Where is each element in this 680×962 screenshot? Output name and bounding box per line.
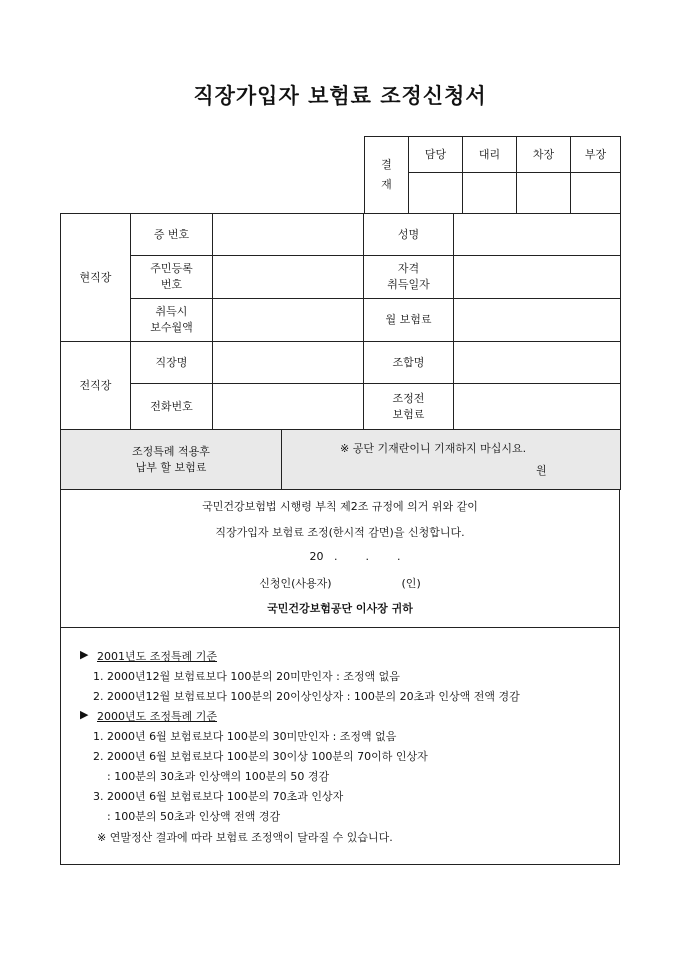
approval-sign-manager[interactable] bbox=[571, 173, 621, 214]
criteria-2001-item-2: 2. 2000년12월 보험료보다 100분의 20이상인상자 : 100분의 20초과 인상액 전액 경감 bbox=[93, 690, 520, 703]
approval-table bbox=[364, 136, 621, 214]
approval-sign-deputy[interactable] bbox=[517, 173, 571, 214]
resident-number-label: 주민등록 번호 bbox=[131, 256, 213, 299]
previous-workplace-label: 전직장 bbox=[61, 342, 131, 430]
workplace-name-field[interactable] bbox=[213, 342, 364, 384]
declaration-line-2: 직장가입자 보험료 조정(한시적 감면)을 신청합니다. bbox=[215, 526, 465, 539]
current-workplace-label: 현직장 bbox=[61, 214, 131, 342]
applicant-signature: 신청인(사용자) (인) bbox=[259, 577, 421, 590]
approval-sign-staff[interactable] bbox=[409, 173, 463, 214]
info-table bbox=[60, 213, 621, 490]
criteria-2000-heading: 2000년도 조정특례 기준 bbox=[97, 710, 217, 723]
monthly-premium-field[interactable] bbox=[454, 299, 621, 342]
special-premium-label: 조정특례 적용후 납부 할 보험료 bbox=[61, 430, 282, 490]
criteria-2000-item-2: 2. 2000년 6월 보험료보다 100분의 30이상 100분의 70이하 인상자 bbox=[93, 750, 428, 763]
union-name-label: 조합명 bbox=[364, 342, 454, 384]
addressee: 국민건강보험공단 이사장 귀하 bbox=[267, 602, 413, 615]
application-date: 20 . . . bbox=[309, 550, 401, 563]
criteria-2001-item-1: 1. 2000년12월 보험료보다 100분의 20미만인자 : 조정액 없음 bbox=[93, 670, 400, 683]
criteria-2000-item-3: 3. 2000년 6월 보험료보다 100분의 70초과 인상자 bbox=[93, 790, 344, 803]
office-use-notice: ※ 공단 기재란이니 기재하지 마십시요. bbox=[340, 442, 527, 455]
approval-label: 결 재 bbox=[365, 137, 409, 214]
criteria-notes bbox=[60, 628, 620, 865]
id-number-label: 증 번호 bbox=[131, 214, 213, 256]
declaration-line-1: 국민건강보험법 시행령 부칙 제2조 규정에 의거 위와 같이 bbox=[202, 500, 478, 513]
approval-header-manager: 부장 bbox=[571, 137, 621, 173]
criteria-2001-heading: 2001년도 조정특례 기준 bbox=[97, 650, 217, 663]
workplace-name-label: 직장명 bbox=[131, 342, 213, 384]
arrow-icon: ▶ bbox=[80, 708, 89, 721]
pre-adjust-premium-label: 조정전 보험료 bbox=[364, 384, 454, 430]
criteria-2000-item-1: 1. 2000년 6월 보험료보다 100분의 30미만인자 : 조정액 없음 bbox=[93, 730, 397, 743]
resident-number-field[interactable] bbox=[213, 256, 364, 299]
union-name-field[interactable] bbox=[454, 342, 621, 384]
phone-label: 전화번호 bbox=[131, 384, 213, 430]
criteria-2000-item-3-detail: : 100분의 50초과 인상액 전액 경감 bbox=[107, 810, 281, 823]
acquisition-pay-label: 취득시 보수월액 bbox=[131, 299, 213, 342]
acquisition-pay-field[interactable] bbox=[213, 299, 364, 342]
year-end-settlement-note: ※ 연말정산 결과에 따라 보험료 조정액이 달라질 수 있습니다. bbox=[97, 831, 393, 844]
id-number-field[interactable] bbox=[213, 214, 364, 256]
won-unit: 원 bbox=[536, 464, 547, 477]
declaration-section bbox=[60, 489, 620, 628]
special-premium-field bbox=[282, 430, 621, 490]
name-field[interactable] bbox=[454, 214, 621, 256]
approval-header-deputy: 차장 bbox=[517, 137, 571, 173]
approval-sign-assistant[interactable] bbox=[463, 173, 517, 214]
name-label: 성명 bbox=[364, 214, 454, 256]
monthly-premium-label: 월 보험료 bbox=[364, 299, 454, 342]
pre-adjust-premium-field[interactable] bbox=[454, 384, 621, 430]
arrow-icon: ▶ bbox=[80, 648, 89, 661]
approval-header-assistant: 대리 bbox=[463, 137, 517, 173]
phone-field[interactable] bbox=[213, 384, 364, 430]
form-title: 직장가입자 보험료 조정신청서 bbox=[193, 83, 487, 108]
criteria-2000-item-2-detail: : 100분의 30초과 인상액의 100분의 50 경감 bbox=[107, 770, 330, 783]
qualification-date-label: 자격 취득일자 bbox=[364, 256, 454, 299]
qualification-date-field[interactable] bbox=[454, 256, 621, 299]
approval-header-staff: 담당 bbox=[409, 137, 463, 173]
